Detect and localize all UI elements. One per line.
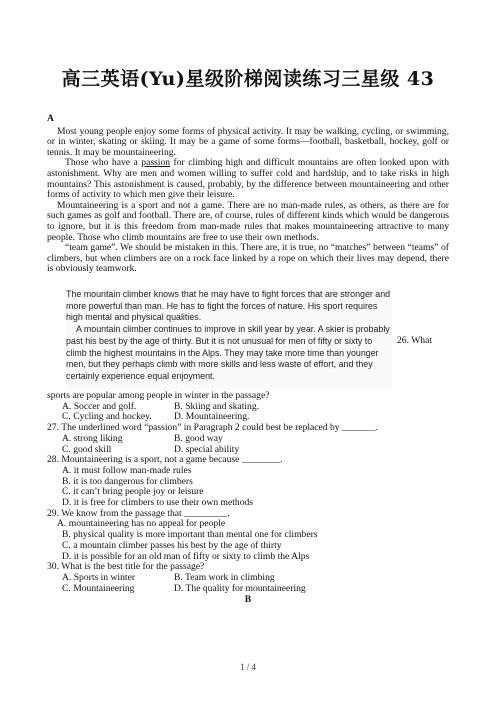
question-29-text: 29. We know from the passage that _________. <box>47 507 230 519</box>
option: C. it can’t bring people joy or leisure <box>62 486 204 498</box>
paragraph-2-start: Those who have a <box>65 157 142 169</box>
paragraph-4: “team game”. We should be mistaken in this. There are, it is true, no “matches” between “teams” of climbers, but when climbers are on a rock face linked by a rope on which their lives may depend, there is obviously teamwork. <box>47 242 449 275</box>
option: D. it is free for climbers to use their own methods <box>62 497 254 509</box>
question-26-text: sports are popular among people in winter in the passage? <box>47 390 270 401</box>
option: B. good way <box>174 432 223 444</box>
question-27-text: 27. The underlined word “passion” in Paragraph 2 could best be replaced by _______. <box>47 422 378 434</box>
question-26-number: 26. What <box>397 335 432 346</box>
quote-paragraph-1: The mountain climber knows that he may have to fight forces that are stronger and more powerful than man. He has to fight the forces of nature. His sport requires high mental and physical qualities. <box>66 289 391 323</box>
question-28-text: 28. Mountaineering is a sport, not a game because ________. <box>47 454 283 466</box>
option: A. it must follow man-made rules <box>62 464 192 476</box>
passage-a <box>47 114 449 275</box>
paragraph-2-rest: for climbing high and difficult mountains are often looked upon with astonishment. Why are men and women willing to suffer cold and hardship, and to take risks in high mountains? This astonishment is caused, probably, by the difference between mountaineering and other forms of activity to which men give their leisure. <box>47 157 449 201</box>
page-number: 1 / 4 <box>239 662 256 672</box>
option: D. special ability <box>174 443 240 455</box>
quote-paragraph-2: A mountain climber continues to improve in skill year by year. A skier is probably past his best by the age of thirty. But it is not unusual for men of fifty or sixty to climb the highest mountains in the Alps. They may take more time than younger men, but they perhaps climb with more skills and less waste of effort, and they certainly experience equal enjoyment. <box>66 324 390 381</box>
section-label-b: B <box>244 594 252 606</box>
quoted-excerpt-image <box>66 289 392 390</box>
page-title: 高三英语(Yu)星级阶梯阅读练习三星级 43 <box>61 68 435 90</box>
section-label-a: A <box>47 113 54 124</box>
question-30-text: 30. What is the best title for the passage? <box>47 561 205 573</box>
option: B. Team work in climbing <box>174 571 275 583</box>
option: D. it is possible for an old man of fifty or sixty to climb the Alps <box>62 550 310 562</box>
option: A. Soccer and golf. <box>62 400 137 412</box>
option: C. Mountaineering <box>62 582 135 594</box>
underlined-word-passion: passion <box>141 157 171 169</box>
option: B. it is too dangerous for climbers <box>62 475 193 487</box>
option: C. a mountain climber passes his best by the age of thirty <box>62 539 282 551</box>
option: C. Cycling and hockey. <box>62 411 152 423</box>
paragraph-1: Most young people enjoy some forms of physical activity. It may be walking, cycling, or swimming, or in winter, skating or skiing. It may be a game of some forms—football, basketball, hockey, golf or tennis. It may be mountaineering. <box>47 125 449 158</box>
option: B. physical quality is more important than mental one for climbers <box>62 529 318 541</box>
question-30-options-row-2 <box>62 584 449 595</box>
paragraph-3: Mountaineering is a sport and not a game. There are no man-made rules, as others, as there are for such games as golf and football. There are, of course, rules of different kinds which would be dangerous to ignore, but it is this freedom from man-made rules that makes mountaineering attractive to many people. Those who climb mountains are free to use their own methods. <box>47 199 449 243</box>
option: C. good skill <box>62 443 112 455</box>
paragraph-2 <box>47 158 449 200</box>
option: A. strong liking <box>62 432 123 444</box>
option: A. mountaineering has no appeal for people <box>57 518 226 530</box>
question-27-options-row-1 <box>62 434 449 445</box>
option: A. Sports in winter <box>62 571 136 583</box>
option: D. The quality for mountaineering <box>174 582 306 594</box>
option: D. Mountaineering. <box>174 411 250 423</box>
option: B. Skiing and skating. <box>174 400 260 412</box>
questions-block <box>47 391 449 606</box>
